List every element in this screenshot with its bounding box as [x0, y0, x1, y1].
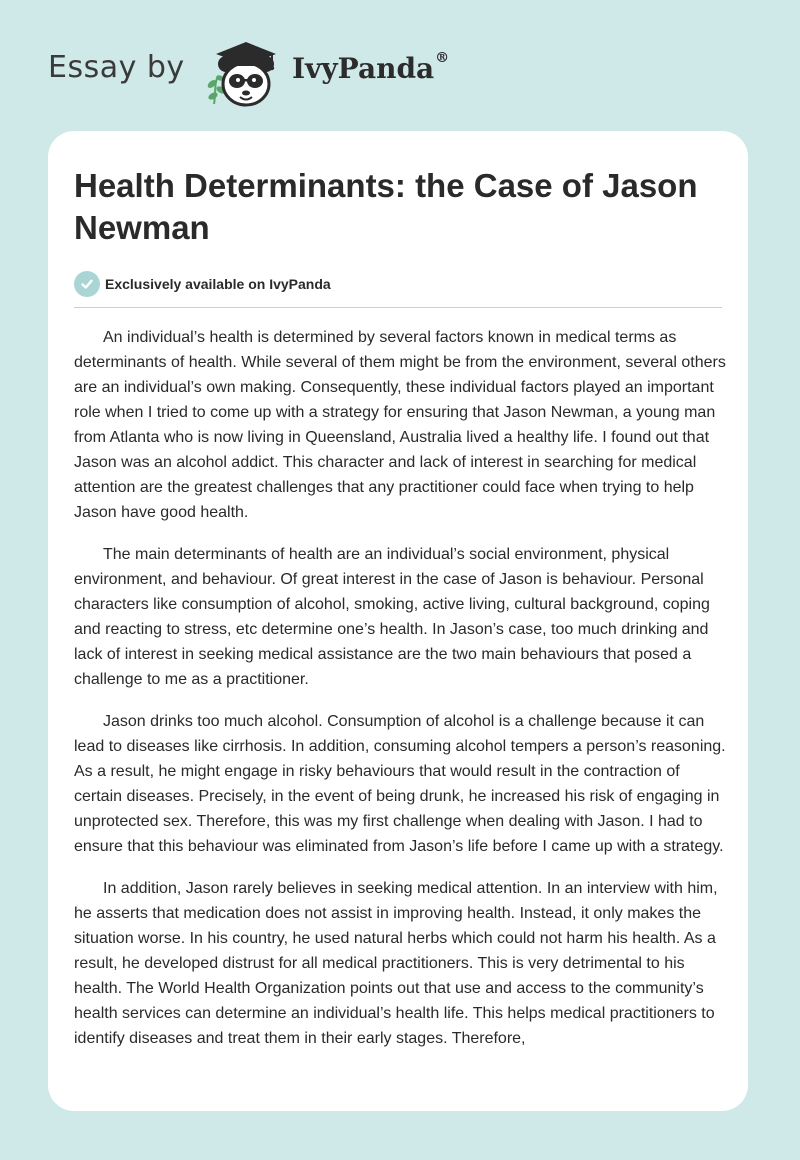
paragraph: In addition, Jason rarely believes in seeking medical attention. In an interview with him, he asserts that medication does not assist in improving health. Instead, it only makes the situation worse. In his country, he used natural herbs which could not harm his health. As a result, he developed distrust for all medical practitioners. This is very detrimental to his health. The World Health Organization points out that use and access to the community’s health services can determine an individual’s health life. This helps medical practitioners to identify diseases and treat them in their early stages. Therefore,: [74, 880, 718, 1047]
panda-graduate-logo-icon[interactable]: [202, 34, 282, 110]
paragraph: The main determinants of health are an individual’s social environment, physical environment, and behaviour. Of great interest in the case of Jason is behaviour. Personal characters like consumption of alcohol, smoking, active living, cultural background, coping and reacting to stress, etc determine one’s health. In Jason’s case, too much drinking and lack of interest in seeking medical assistance are the two main behaviours that posed a challenge to me as a practitioner.: [74, 546, 710, 688]
exclusive-badge: [74, 271, 722, 297]
essay-by-label: Essay by: [48, 50, 185, 85]
essay-card: [48, 131, 748, 1111]
brand-name[interactable]: [292, 52, 449, 85]
divider: [74, 307, 722, 308]
essay-body: [74, 325, 726, 1051]
check-circle-icon: [74, 271, 100, 297]
paragraph: An individual’s health is determined by several factors known in medical terms as determinants of health. While several of them might be from the environment, several others are an individual’s own making. Consequently, these individual factors played an important role when I tried to come up with a strategy for ensuring that Jason Newman, a young man from Atlanta who is now living in Queensland, Australia lived a healthy life. I found out that Jason was an alcohol addict. This character and lack of interest in searching for medical attention are the greatest challenges that any practitioner could face when trying to help Jason have good health.: [74, 329, 726, 521]
registered-mark: ®: [435, 50, 450, 66]
brand-name-text: IvyPanda: [292, 52, 435, 85]
site-header: [48, 30, 548, 110]
essay-title: Health Determinants: the Case of Jason Newman: [74, 167, 698, 246]
exclusive-label: Exclusively available on IvyPanda: [105, 276, 331, 292]
paragraph: Jason drinks too much alcohol. Consumption of alcohol is a challenge because it can lead to diseases like cirrhosis. In addition, consuming alcohol tempers a person’s reasoning. As a result, he might engage in risky behaviours that would result in the contraction of certain diseases. Precisely, in the event of being drunk, he increased his risk of engaging in unprotected sex. Therefore, this was my first challenge when dealing with Jason. I had to ensure that this behaviour was eliminated from Jason’s life before I came up with a strategy.: [74, 713, 726, 855]
